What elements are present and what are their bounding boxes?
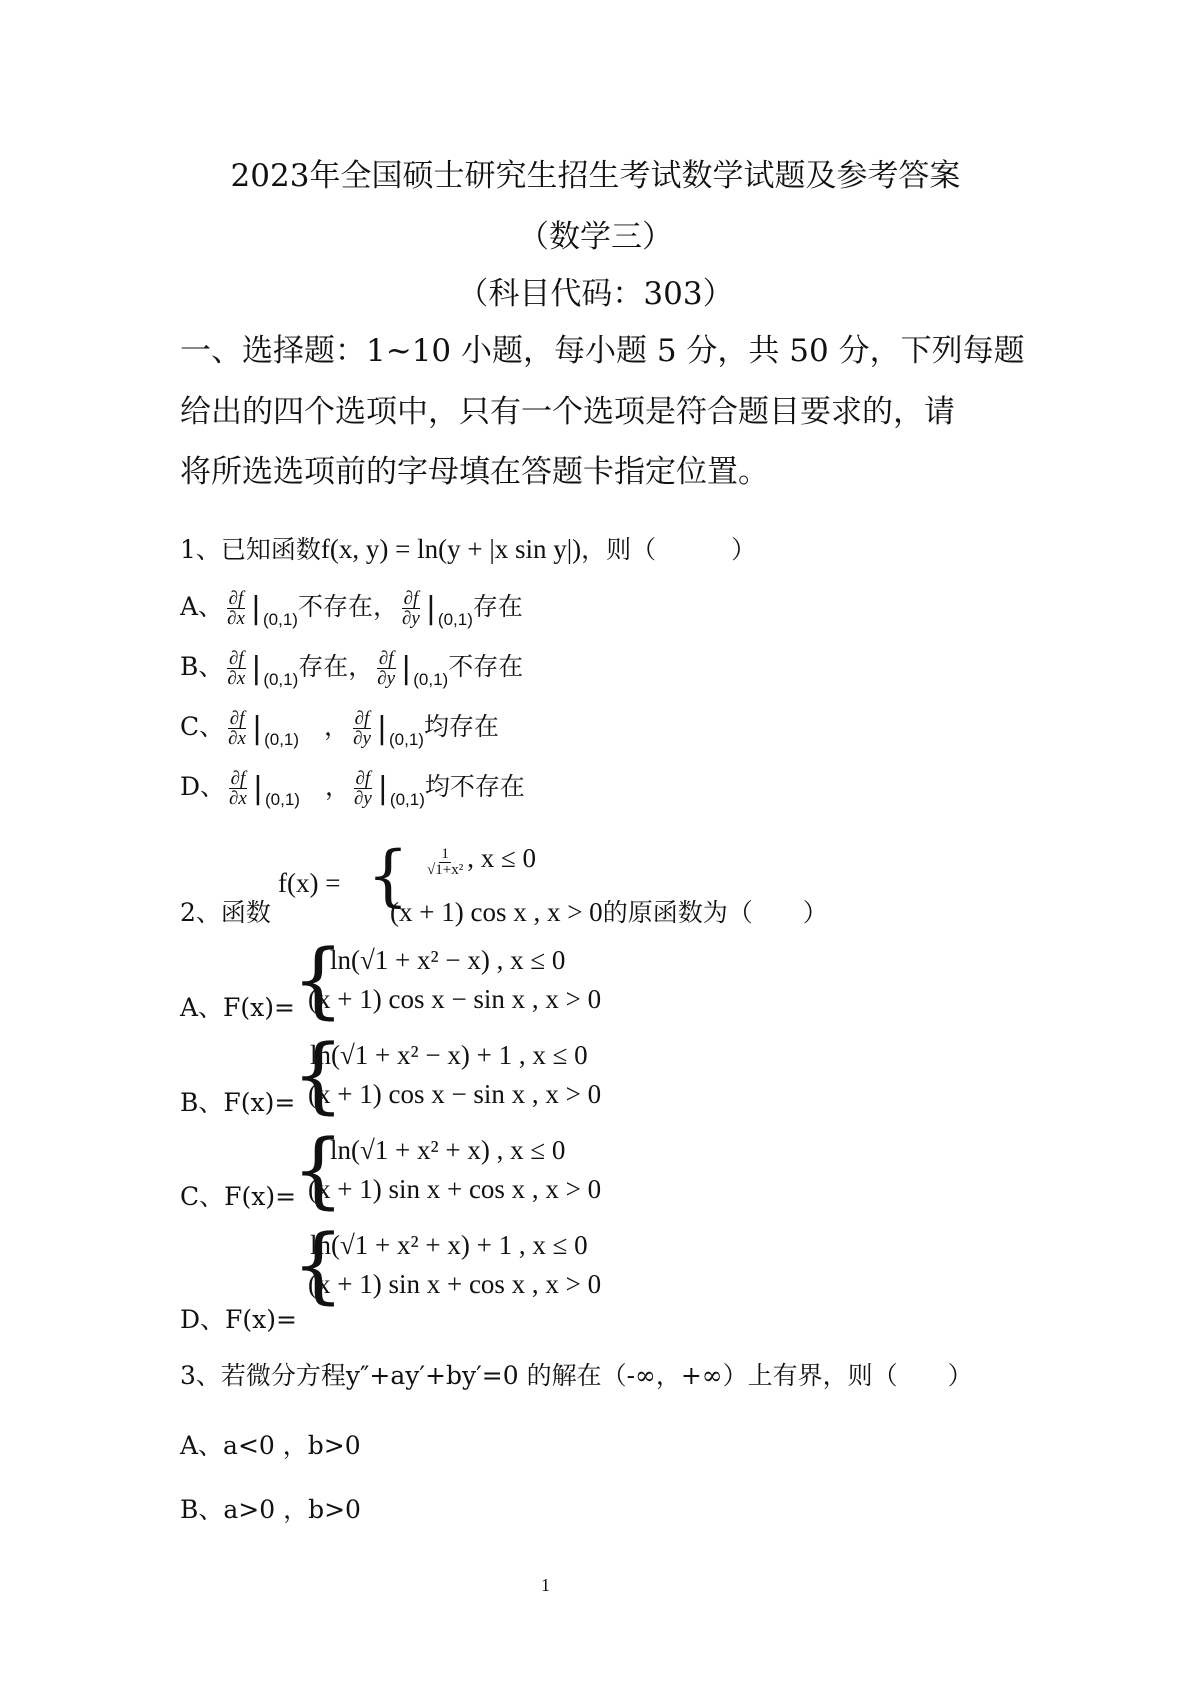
option-text: 不存在， [297,592,398,621]
question-1 [180,530,756,566]
partial-x-fraction: $\frac{\partial f}{\partial x}$ [227,588,245,629]
option-label: A、 [180,592,224,621]
section-instruction-line-3: 将所选选项前的字母填在答题卡指定位置。 [180,454,769,490]
partial-y-fraction: $\frac{\partial f}{\partial y}$ [377,648,396,689]
option-text: 存在 [472,592,523,621]
question-2-option-c-case-2: (x + 1) sin x + cos x , x > 0 [308,1174,602,1204]
partial-x-fraction: $\frac{\partial f}{\partial x}$ [229,768,247,809]
partial-y-fraction: $\frac{\partial f}{\partial y}$ [353,708,371,749]
page-number: 1 [541,1575,550,1595]
subject-code: （科目代码：303） [457,276,734,312]
eval-point: (0,1) [437,610,473,629]
question-2-option-d-case-2: (x + 1) sin x + cos x , x > 0 [308,1269,602,1299]
question-3-option-a: A、a<0 ，b>0 [180,1431,361,1460]
question-1-suffix: ，则（ ） [581,535,757,564]
question-2-case-2: (x + 1) cos x , x > 0的原函数为（ ） [390,897,828,927]
question-1-option-b: B、 $\frac{\partial f}{\partial x}$ | $_{(0,1)}$存在， $\frac{\partial f}{\partial y}$ | $_{(0,1)}$不存在 [180,648,524,689]
piecewise-brace: { [292,1123,345,1218]
question-2-option-a-case-2: (x + 1) cos x − sin x , x > 0 [308,984,602,1014]
document-subtitle: （数学三） [518,219,673,255]
section-instruction-line-1: 一、选择题：1~10 小题，每小题 5 分，共 50 分，下列每题 [180,333,1025,369]
partial-x-fraction: $\frac{\partial f}{\partial x}$ [227,648,246,689]
question-2-option-b-label: B、F(x)= [180,1088,296,1117]
question-2-option-b-case-1: ln(√1 + x² − x) + 1 , x ≤ 0 [310,1040,588,1070]
question-3: 3、若微分方程y″+ay′+by′=0 的解在（-∞，+∞）上有界，则（ ） [180,1361,973,1390]
option-text: ， [299,712,350,741]
question-1-option-c: C、 $\frac{\partial f}{\partial x}$ | $_{(0,1)}$ ， $\frac{\partial f}{\partial y}$ | $_{(0,1)}$均存在 [180,708,499,749]
option-text: 均不存在 [424,772,525,801]
question-2-prefix: 2、函数 [180,898,271,927]
eval-point: (0,1) [389,730,424,749]
question-2-option-d-label: D、F(x)= [180,1305,297,1334]
piecewise-brace: { [292,1218,345,1313]
question-1-formula: f(x, y) = ln(y + |x sin y|) [320,534,582,564]
option-text: ， [299,772,350,801]
question-1-prefix: 1、已知函数 [180,535,321,564]
piecewise-brace: { [292,933,345,1028]
eval-point: (0,1) [264,730,300,749]
question-2-option-a-label: A、F(x)= [180,993,295,1022]
partial-x-fraction: $\frac{\partial f}{\partial x}$ [228,708,246,749]
question-2-option-a-case-1: ln(√1 + x² − x) , x ≤ 0 [330,945,566,975]
option-text: 存在， [298,652,374,681]
question-1-option-d: D、 $\frac{\partial f}{\partial x}$ | $_{(0,1)}$ ， $\frac{\partial f}{\partial y}$ | $_{(0,1)}$均不存在 [180,768,525,809]
question-2-fx: f(x) = [278,868,341,898]
eval-point: (0,1) [263,670,299,689]
question-2-option-d-case-1: ln(√1 + x² + x) + 1 , x ≤ 0 [310,1230,588,1260]
question-3-option-b: B、a>0 ，b>0 [180,1495,361,1524]
option-label: D、 [180,772,226,801]
piecewise-brace: { [367,837,409,914]
option-text: 不存在 [448,652,524,681]
question-2-option-c-case-1: ln(√1 + x² + x) , x ≤ 0 [330,1135,566,1165]
section-instruction-line-2: 给出的四个选项中，只有一个选项是符合题目要求的，请 [180,394,955,430]
eval-point: (0,1) [263,610,298,629]
partial-y-fraction: $\frac{\partial f}{\partial y}$ [353,768,372,809]
eval-point: (0,1) [389,790,425,809]
piecewise-brace: { [292,1028,345,1123]
partial-y-fraction: $\frac{\partial f}{\partial y}$ [401,588,420,629]
option-text: 均存在 [423,712,499,741]
question-1-option-a: A、 $\frac{\partial f}{\partial x}$ | $_{(0,1)}$不存在， $\frac{\partial f}{\partial y}$ | $_{(0,1)}$存在 [180,588,523,629]
question-2-case-1: $\frac{1}{\text{√1+x²}}$ , x ≤ 0 [427,843,537,878]
eval-point: (0,1) [413,670,449,689]
question-2-option-c-label: C、F(x)= [180,1182,297,1211]
option-label: C、 [180,712,225,741]
option-label: B、 [180,652,224,681]
document-title: 2023年全国硕士研究生招生考试数学试题及参考答案 [230,158,961,194]
eval-point: (0,1) [264,790,300,809]
question-2-option-b-case-2: (x + 1) cos x − sin x , x > 0 [308,1079,602,1109]
